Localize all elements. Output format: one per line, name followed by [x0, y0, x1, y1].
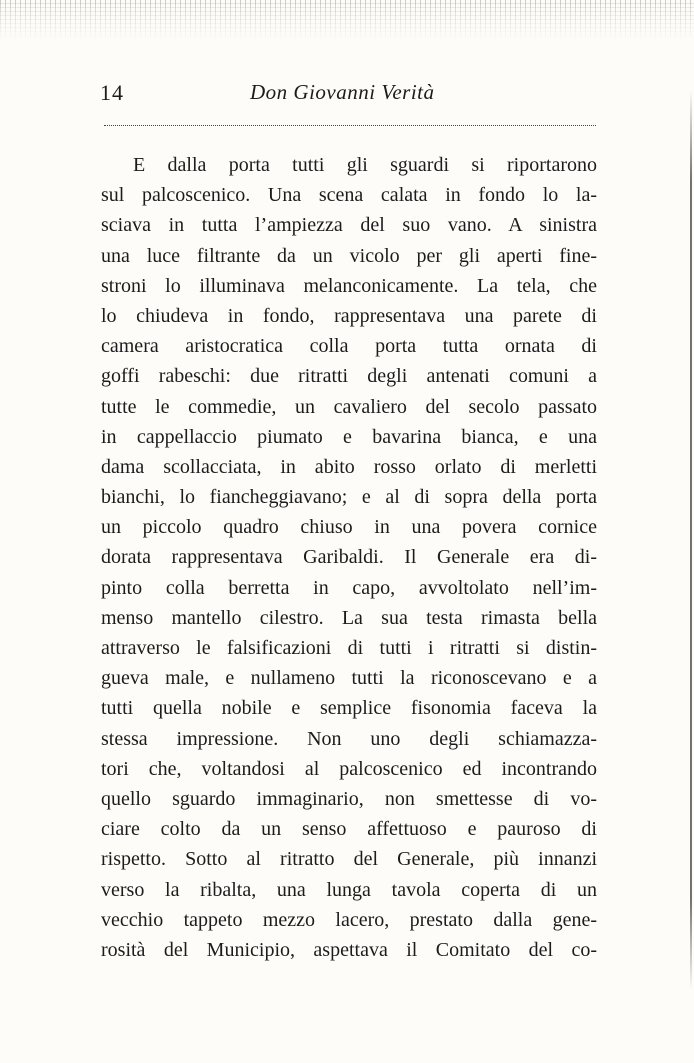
- text-line: attraverso le falsificazioni di tutti i ritratti si distin-: [101, 637, 597, 659]
- text-line: goffi rabeschi: due ritratti degli antenati comuni a: [101, 365, 597, 388]
- text-line: tori che, voltandosi al palcoscenico ed incontrando: [101, 757, 597, 780]
- page-gutter-edge: [690, 90, 692, 990]
- text-line: E dalla porta tutti gli sguardi si riportarono: [133, 154, 597, 176]
- text-line: pinto colla berretta in capo, avvoltolato nell’im-: [101, 576, 597, 599]
- text-line: gueva male, e nullameno tutti la riconoscevano e a: [101, 667, 597, 690]
- text-line: in cappellaccio piumato e bavarina bianca, e una: [101, 425, 597, 448]
- text-line: un piccolo quadro chiuso in una povera cornice: [101, 516, 597, 539]
- text-line: rosità del Municipio, aspettava il Comitato del co-: [101, 938, 597, 961]
- scan-edge-noise: [0, 0, 694, 40]
- text-line: sciava in tutta l’ampiezza del suo vano. A sinistra: [101, 214, 597, 237]
- header-rule: [104, 125, 596, 126]
- text-line: tutti quella nobile e semplice fisonomia faceva la: [101, 697, 597, 720]
- text-line: dama scollacciata, in abito rosso orlato di merletti: [101, 455, 597, 478]
- text-line: tutte le commedie, un cavaliero del secolo passato: [101, 395, 597, 418]
- text-line: rispetto. Sotto al ritratto del Generale, più innanzi: [101, 848, 597, 871]
- body-paragraph: [101, 150, 597, 965]
- text-line: una luce filtrante da un vicolo per gli aperti fine-: [101, 244, 597, 267]
- page-number: 14: [100, 80, 124, 105]
- text-line: stessa impressione. Non uno degli schiamazza-: [101, 727, 597, 750]
- text-line: stroni lo illuminava melanconicamente. La tela, che: [101, 274, 597, 297]
- text-line: ciare colto da un senso affettuoso e pauroso di: [101, 818, 597, 841]
- text-line: camera aristocratica colla porta tutta ornata di: [101, 335, 597, 358]
- text-line: verso la ribalta, una lunga tavola coperta di un: [101, 878, 597, 901]
- text-line: dorata rappresentava Garibaldi. Il Generale era di-: [101, 546, 597, 569]
- text-line: bianchi, lo fiancheggiavano; e al di sopra della porta: [101, 486, 597, 509]
- running-title: Don Giovanni Verità: [250, 80, 435, 104]
- text-line: vecchio tappeto mezzo lacero, prestato dalla gene-: [101, 908, 597, 931]
- running-header: [100, 74, 596, 110]
- text-line: sul palcoscenico. Una scena calata in fondo lo la-: [101, 184, 597, 207]
- text-line: quello sguardo immaginario, non smettesse di vo-: [101, 787, 597, 810]
- text-line: lo chiudeva in fondo, rappresentava una parete di: [101, 304, 597, 327]
- text-line: menso mantello cilestro. La sua testa rimasta bella: [101, 606, 597, 629]
